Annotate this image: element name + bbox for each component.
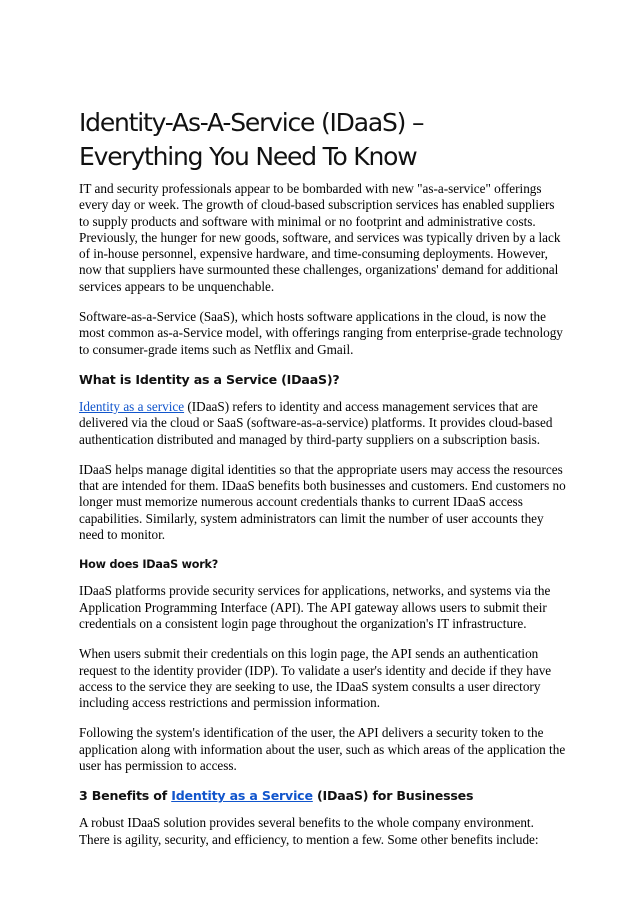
benefits-heading-link[interactable]: Identity as a Service [171,788,313,804]
page-title [79,106,567,174]
section2-paragraph-2: When users submit their credentials on this login page, the API sends an authentication request to the identity provider (IDP). To validate a user's identity and decide if they have access to the service they are seeking to use, the IDaaS system consults a user directory including access restrictions and permission information. [79,646,552,711]
section1-paragraph-1-text: (IDaaS) refers to identity and access management services that are delivered via the cloud or SaaS (software-as-a-service) platforms. It provides cloud-based authentication distributed and managed by third-party suppliers on a subscription basis. [79,398,553,447]
document-page [79,106,567,862]
section-heading-benefits [79,788,567,804]
section-heading-what-is-idaas: What is Identity as a Service (IDaaS)? [79,371,340,387]
intro-paragraph-1: IT and security professionals appear to be bombarded with new "as-a-service" offerings every day or week. The growth of cloud-based subscription services has enabled suppliers to supply products and software with minimal or no footprint and administrative costs. Previously, the hunger for new goods, software, and services was typically driven by a lack of in-house personnel, expensive hardware, and time-consuming deployments. However, now that suppliers have surmounted these challenges, organizations' demand for additional services appears to be unquenchable. [79,181,561,294]
benefits-heading-prefix: 3 Benefits of [79,788,172,804]
intro-paragraph-2: Software-as-a-Service (SaaS), which hosts software applications in the cloud, is now the most common as-a-Service model, with offerings ranging from enterprise-grade technology to consumer-grade items such as Netflix and Gmail. [79,309,563,357]
title-line-2: Everything You Need To Know [79,142,417,171]
benefits-heading-suffix: (IDaaS) for Businesses [312,788,474,804]
section-heading-how-idaas-works: How does IDaaS work? [79,558,219,572]
section3-paragraph-1: A robust IDaaS solution provides several benefits to the whole company environment. There is agility, security, and efficiency, to mention a few. Some other benefits include: [79,815,539,847]
section1-paragraph-1 [79,399,567,448]
section2-paragraph-1: IDaaS platforms provide security services for applications, networks, and systems via the Application Programming Interface (API). The API gateway allows users to submit their credentials on a consistent login page throughout the organization's IT infrastructure. [79,583,551,631]
section1-paragraph-2: IDaaS helps manage digital identities so that the appropriate users may access the resources that are intended for them. IDaaS benefits both businesses and customers. End customers no longer must memorize numerous account credentials thanks to current IDaaS access capabilities. Similarly, system administrators can limit the number of user accounts they need to monitor. [79,461,566,543]
identity-as-a-service-link[interactable]: Identity as a service [79,398,185,414]
section2-paragraph-3: Following the system's identification of the user, the API delivers a security token to the application along with information about the user, such as which areas of the application the user has permission to access. [79,725,566,774]
title-line-1: Identity-As-A-Service (IDaaS) – [79,108,424,137]
